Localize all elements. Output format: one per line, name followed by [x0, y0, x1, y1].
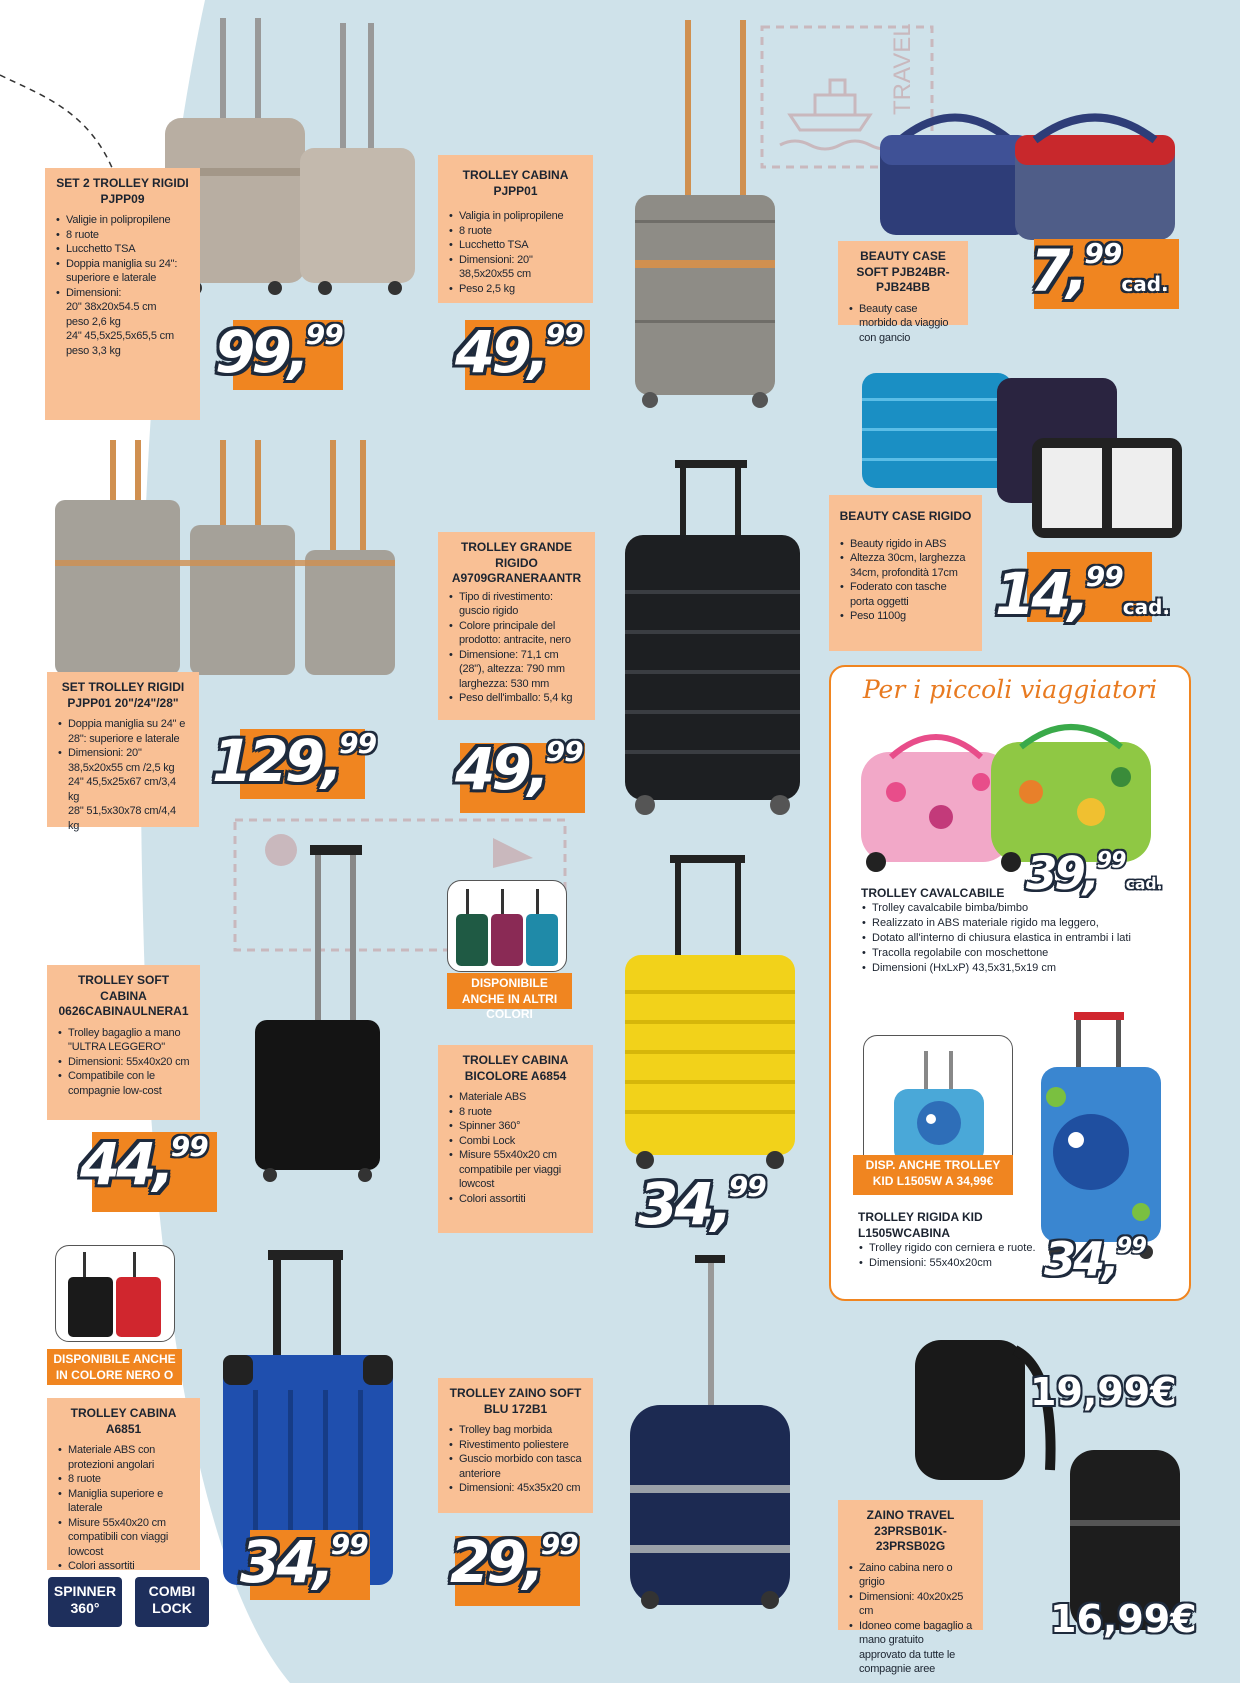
feature-item: • Maniglia superiore e laterale	[57, 1487, 190, 1516]
grande-rigido-price	[455, 735, 583, 803]
price-decimal: 99	[1096, 847, 1126, 873]
feature-item: • Rivestimento poliestere	[448, 1438, 583, 1453]
feature-item: • Lucchetto TSA	[55, 242, 190, 257]
other-colors-image	[456, 889, 560, 969]
price-integer: 34,	[1044, 1232, 1117, 1287]
a6851-price	[240, 1528, 368, 1596]
feature-item: • Dimensioni:	[55, 286, 190, 301]
feature-item: • Trolley bag morbida	[448, 1423, 583, 1438]
grande-rigido-title: TROLLEY GRANDE RIGIDO A9709GRANERAANTR	[451, 540, 582, 586]
cavalcabile-title: TROLLEY CAVALCABILE	[861, 886, 1005, 900]
cavalcabile-info	[861, 885, 1181, 975]
spinner-360-badge: SPINNER 360°	[48, 1577, 122, 1627]
soft-cabina-title: TROLLEY SOFT CABINA 0626CABINAULNERA1	[58, 973, 189, 1019]
set-rigidi-title: SET TROLLEY RIGIDI PJPP01 20"/24"/28"	[61, 680, 185, 710]
price-decimal: 99	[728, 1170, 766, 1203]
feature-item: • Valigia in polipropilene	[448, 209, 583, 224]
feature-item: • Dimensioni: 40x20x25 cm	[848, 1590, 973, 1619]
price-integer: 49,	[455, 318, 546, 386]
beauty-soft-features	[848, 302, 958, 346]
feature-item: • Trolley rigido con cerniera e ruote.	[858, 1241, 1058, 1256]
feature-item: • Dimensioni (HxLxP) 43,5x31,5x19 cm	[861, 961, 1181, 976]
price-integer: 129,	[212, 727, 340, 795]
feature-item: • Dotato all'interno di chiusura elastica in entrambi i lati	[861, 931, 1181, 946]
feature-item: • 8 ruote	[57, 1472, 190, 1487]
cabina-pjpp01-price	[455, 318, 583, 386]
feature-item: 28" 51,5x30x78 cm/4,4 kg	[68, 805, 176, 832]
price-decimal: 99	[305, 318, 343, 351]
feature-item: 24" 45,5x25,5x65,5 cm	[66, 330, 174, 343]
feature-item: • 8 ruote	[448, 224, 583, 239]
price-integer: 49,	[455, 735, 546, 803]
bicolore-price	[638, 1170, 766, 1238]
cavalcabile-features	[861, 901, 1181, 975]
price-unit: cad.	[1122, 595, 1170, 619]
price-decimal: 99	[545, 318, 583, 351]
feature-item: • Spinner 360°	[448, 1119, 583, 1134]
price-integer: 34,	[240, 1528, 331, 1596]
grande-rigido-image	[620, 460, 805, 820]
feature-item: • 8 ruote	[55, 228, 190, 243]
kid-trolley-price	[1044, 1232, 1146, 1286]
price-integer: 14,	[995, 560, 1086, 628]
zaino-soft-features	[448, 1423, 583, 1496]
set-rigidi-infobox	[47, 672, 199, 832]
feature-item: • Compatibile con le compagnie low-cost	[57, 1069, 190, 1098]
feature-item: 20" 38x20x54.5 cm	[66, 301, 157, 314]
price-unit: cad.	[1121, 272, 1169, 296]
feature-item: • Guscio morbido con tasca anteriore	[448, 1452, 583, 1481]
beauty-soft-image	[870, 95, 1200, 245]
feature-item: • Dimensioni: 55x40x20cm	[858, 1256, 1058, 1271]
beauty-rigido-features	[839, 537, 972, 624]
cabina-pjpp01-title: TROLLEY CABINA PJPP01	[462, 168, 569, 198]
bicolore-title: TROLLEY CABINA BICOLORE A6854	[462, 1053, 569, 1083]
other-colors-badge: DISPONIBILE ANCHE IN ALTRI COLORI	[447, 973, 572, 1009]
price-decimal: 99	[1085, 560, 1123, 593]
feature-item: • Valigie in polipropilene	[55, 213, 190, 228]
bicolore-infobox	[438, 1045, 593, 1233]
price-decimal: 99	[330, 1528, 368, 1561]
kids-heading: Per i piccoli viaggiatori	[862, 675, 1158, 704]
price-decimal: 99	[339, 727, 377, 760]
kid-trolley-info	[858, 1209, 1058, 1271]
black-red-image	[68, 1252, 168, 1340]
price-decimal: 99	[1084, 237, 1122, 270]
beauty-soft-title: BEAUTY CASE SOFT PJB24BR-PJB24BB	[856, 249, 950, 295]
kid-trolley-features	[858, 1241, 1058, 1271]
feature-item: • Beauty case morbido da viaggio con gancio	[848, 302, 958, 346]
beauty-soft-infobox	[838, 241, 968, 344]
a6851-title: TROLLEY CABINA A6851	[70, 1406, 177, 1436]
price-integer: 44,	[80, 1130, 171, 1198]
set2-title: SET 2 TROLLEY RIGIDI PJPP09	[56, 176, 189, 206]
price-integer: 34,	[638, 1170, 729, 1238]
beauty-rigido-infobox	[829, 495, 982, 651]
feature-item: • Dimensioni: 55x40x20 cm	[57, 1055, 190, 1070]
zaino-travel-title: ZAINO TRAVEL 23PRSB01K-23PRSB02G	[866, 1508, 955, 1554]
price-integer: 29,	[450, 1528, 541, 1596]
feature-item: • Zaino cabina nero o grigio	[848, 1561, 973, 1590]
feature-item: • Tracolla regolabile con moschettone	[861, 946, 1181, 961]
feature-item: • Realizzato in ABS materiale rigido ma leggero,	[861, 916, 1181, 931]
zaino-travel-features	[848, 1561, 973, 1677]
a6851-infobox	[47, 1398, 200, 1573]
feature-item: • Colori assortiti	[57, 1559, 190, 1574]
beauty-rigido-price	[995, 560, 1170, 628]
feature-item: • Foderato con tasche porta oggetti	[839, 580, 972, 609]
feature-item: • Trolley cavalcabile bimba/bimbo	[861, 901, 1181, 916]
feature-item: • Peso 2,5 kg	[448, 282, 583, 297]
beauty-rigido-title: BEAUTY CASE RIGIDO	[839, 509, 972, 523]
cabina-pjpp01-image	[630, 20, 780, 410]
feature-item: • Lucchetto TSA	[448, 238, 583, 253]
feature-item: • Idoneo come bagaglio a mano gratuito approvato da tutte le compagnie aree	[848, 1619, 973, 1677]
feature-item: • Materiale ABS con protezioni angolari	[57, 1443, 190, 1472]
combi-lock-badge: COMBI LOCK	[135, 1577, 209, 1627]
set-rigidi-features	[57, 717, 189, 833]
soft-cabina-features	[57, 1026, 190, 1099]
black-red-thumbnail	[55, 1245, 175, 1342]
price-decimal: 99	[545, 735, 583, 768]
feature-item: 24" 45,5x25x67 cm/3,4 kg	[68, 776, 176, 803]
feature-item: • Materiale ABS	[448, 1090, 583, 1105]
soft-cabina-price	[80, 1130, 208, 1198]
feature-item: • Doppia maniglia su 24" e 28": superiore e laterale	[57, 717, 189, 746]
bicolore-features	[448, 1090, 583, 1206]
set2-trolley-infobox	[45, 168, 200, 420]
price-integer: 99,	[215, 318, 306, 386]
grande-rigido-features	[448, 590, 585, 706]
stamp-text: TRAVEL	[889, 23, 916, 115]
feature-item: • Peso dell'imballo: 5,4 kg	[448, 691, 585, 706]
feature-item: • Dimensioni: 20" 38,5x20x55 cm /2,5 kg	[57, 746, 189, 775]
kid-trolley-title: TROLLEY RIGIDA KID L1505WCABINA	[858, 1210, 983, 1241]
black-red-badge: DISPONIBILE ANCHE IN COLORE NERO O ROSSO	[47, 1349, 182, 1385]
other-colors-thumbnail	[447, 880, 567, 972]
feature-item: • Beauty rigido in ABS	[839, 537, 972, 552]
zaino-travel-price-2: 16,99€	[1050, 1597, 1197, 1641]
feature-item: • Colore principale del prodotto: antracite, nero	[448, 619, 585, 648]
feature-item: • Dimensioni: 20" 38,5x20x55 cm	[448, 253, 583, 282]
feature-item: • Tipo di rivestimento: guscio rigido	[448, 590, 585, 619]
feature-item: peso 3,3 kg	[66, 344, 121, 357]
set2-price	[215, 318, 343, 386]
set2-trolley-image	[165, 18, 425, 298]
kids-panel	[829, 665, 1191, 1301]
bicolore-image	[620, 855, 800, 1175]
zaino-soft-image	[620, 1255, 800, 1615]
grande-rigido-infobox	[438, 532, 595, 720]
price-decimal: 99	[170, 1130, 208, 1163]
zaino-travel-price-1: 19,99€	[1030, 1370, 1177, 1414]
set-rigidi-price	[212, 727, 376, 795]
feature-item: • Peso 1100g	[839, 609, 972, 624]
cabina-pjpp01-infobox	[438, 155, 593, 303]
soft-cabina-image	[250, 845, 385, 1185]
soft-cabina-infobox	[47, 965, 200, 1120]
feature-item: • Doppia maniglia su 24": superiore e laterale	[55, 257, 190, 286]
price-decimal: 99	[1116, 1232, 1147, 1259]
set2-features	[55, 213, 190, 358]
kid-trolley-badge: DISP. ANCHE TROLLEY KID L1505W A 34,99€	[853, 1155, 1013, 1195]
feature-item: peso 2,6 kg	[66, 315, 121, 328]
feature-item: • Misure 55x40x20 cm compatibile per viaggi lowcost	[448, 1148, 583, 1192]
price-integer: 7,	[1030, 237, 1085, 305]
zaino-soft-title: TROLLEY ZAINO SOFT BLU 172B1	[449, 1386, 582, 1416]
feature-item: • Combi Lock	[448, 1134, 583, 1149]
feature-item: • Trolley bagaglio a mano "ULTRA LEGGERO"	[57, 1026, 190, 1055]
feature-item: • 8 ruote	[448, 1105, 583, 1120]
feature-item: • Colori assortiti	[448, 1192, 583, 1207]
feature-item: • Altezza 30cm, larghezza 34cm, profondità 17cm	[839, 551, 972, 580]
zaino-soft-infobox	[438, 1378, 593, 1513]
price-unit: cad.	[1125, 874, 1163, 894]
price-decimal: 99	[540, 1528, 578, 1561]
zaino-travel-infobox	[838, 1500, 983, 1676]
a6851-features	[57, 1443, 190, 1574]
feature-item: • Misure 55x40x20 cm compatibili con viaggi lowcost	[57, 1516, 190, 1560]
feature-item: • Dimensione: 71,1 cm (28"), altezza: 790 mm larghezza: 530 mm	[448, 648, 585, 692]
beauty-soft-price	[1030, 237, 1169, 305]
set-trolley-rigidi-image	[55, 440, 405, 690]
price-integer: 39,	[1026, 847, 1097, 901]
cabina-pjpp01-features	[448, 209, 583, 296]
feature-item: • Dimensioni: 45x35x20 cm	[448, 1481, 583, 1496]
zaino-soft-price	[450, 1528, 578, 1596]
